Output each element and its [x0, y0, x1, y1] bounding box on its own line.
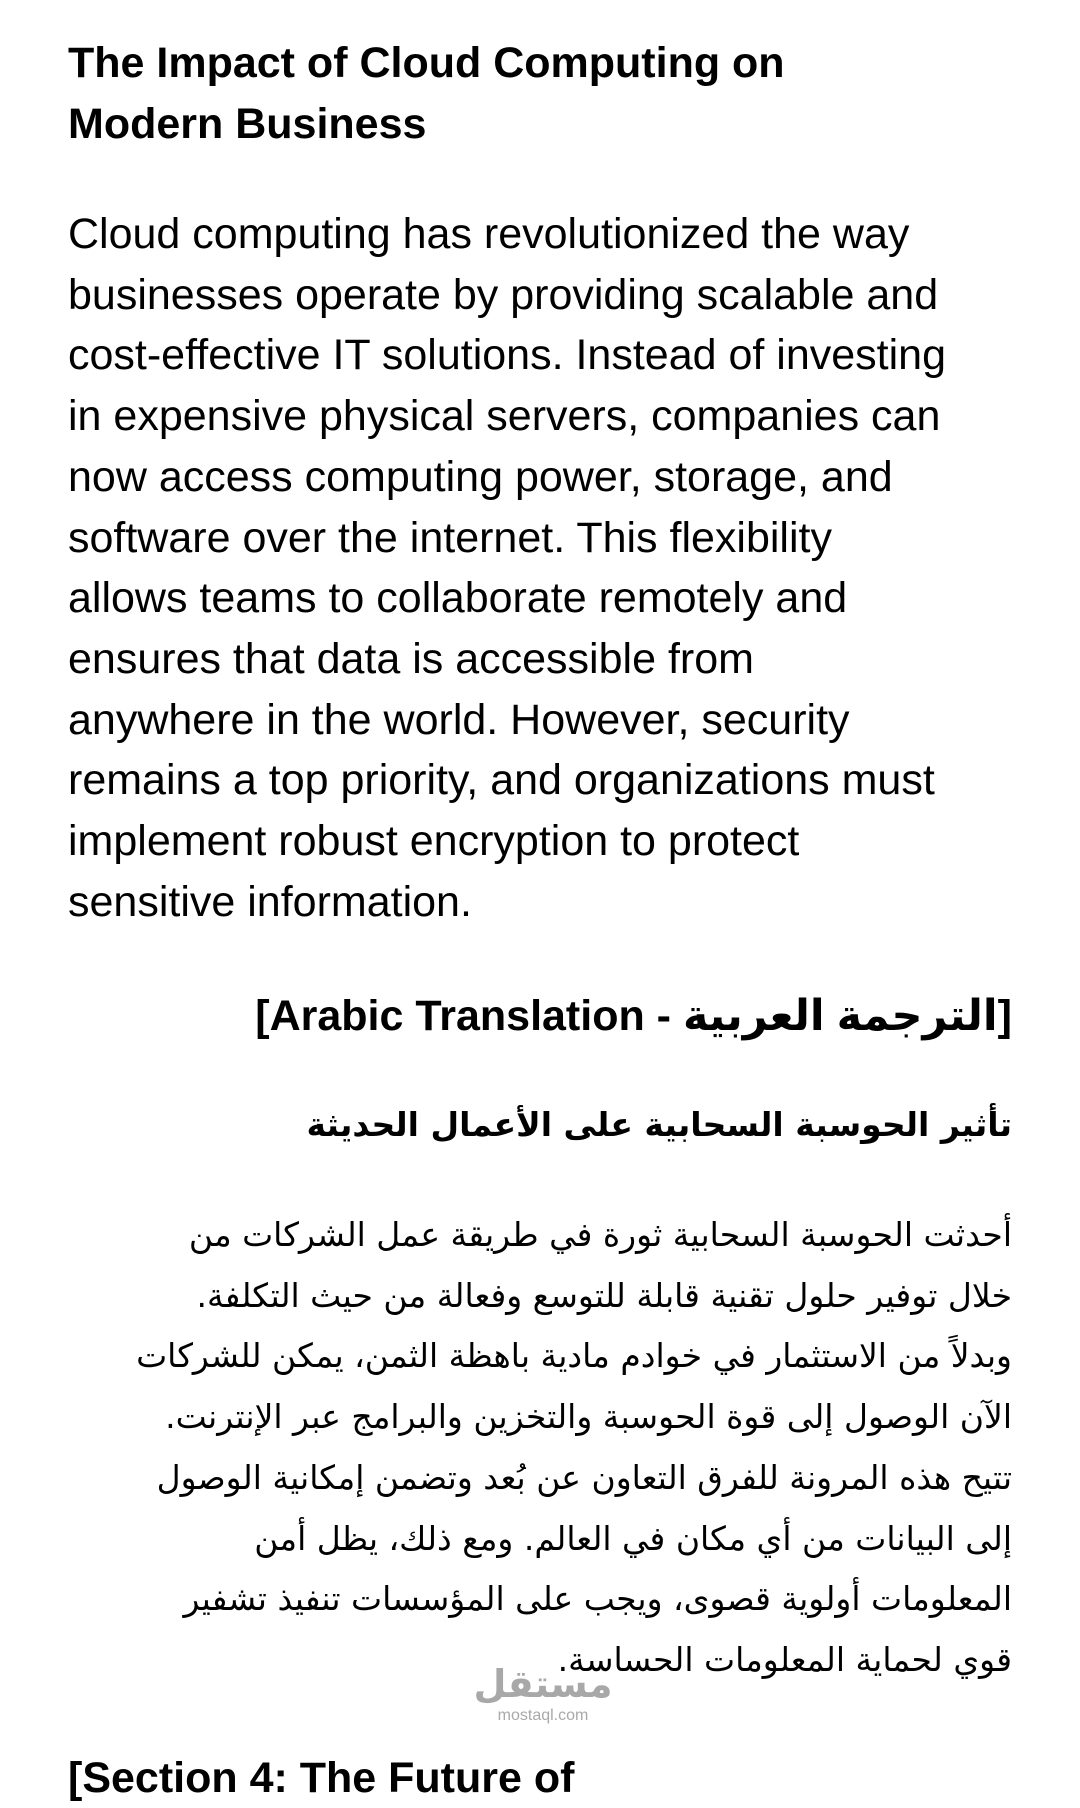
mostaql-watermark — [468, 1662, 618, 1736]
arabic-title: تأثير الحوسبة السحابية على الأعمال الحديثة — [306, 1105, 1012, 1144]
next-section-heading: [Section 4: The Future of — [68, 1754, 575, 1802]
article-title: The Impact of Cloud Computing on Modern Business — [68, 39, 785, 148]
translation-label: [Arabic Translation - الترجمة العربية] — [255, 992, 1012, 1040]
arabic-body: أحدثت الحوسبة السحابية ثورة في طريقة عمل الشركات من خلال توفير حلول تقنية قابلة للتوسع وفعالة من حيث التكلفة. وبدلاً من الاستثمار في خوادم مادية باهظة الثمن، يمكن للشركات الآن الوصول إلى قوة الحوسبة والتخزين والبرامج عبر الإنترنت. تتيح هذه المرونة للفرق التعاون عن بُعد وتضمن إمكانية الوصول إلى البيانات من أي مكان في العالم. ومع ذلك، يظل أمن المعلومات أولوية قصوى، ويجب على المؤسسات تنفيذ تشفير قوي لحماية المعلومات الحساسة. — [136, 1215, 1012, 1679]
document-page — [68, 0, 1012, 1802]
watermark-site: mostaql.com — [497, 1707, 589, 1724]
watermark-logo: مستقل — [473, 1662, 613, 1706]
article-body: Cloud computing has revolutionized the way businesses operate by providing scalable and cost-effective IT solutions. Instead of investing in expensive physical servers, companies can now access computing power, storage, and software over the internet. This flexibility allows teams to collaborate remotely and ensures that data is accessible from anywhere in the world. However, security remains a top priority, and organizations must implement robust encryption to protect sensitive information. — [68, 210, 946, 926]
next-section-heading-clip — [68, 1748, 1012, 1802]
